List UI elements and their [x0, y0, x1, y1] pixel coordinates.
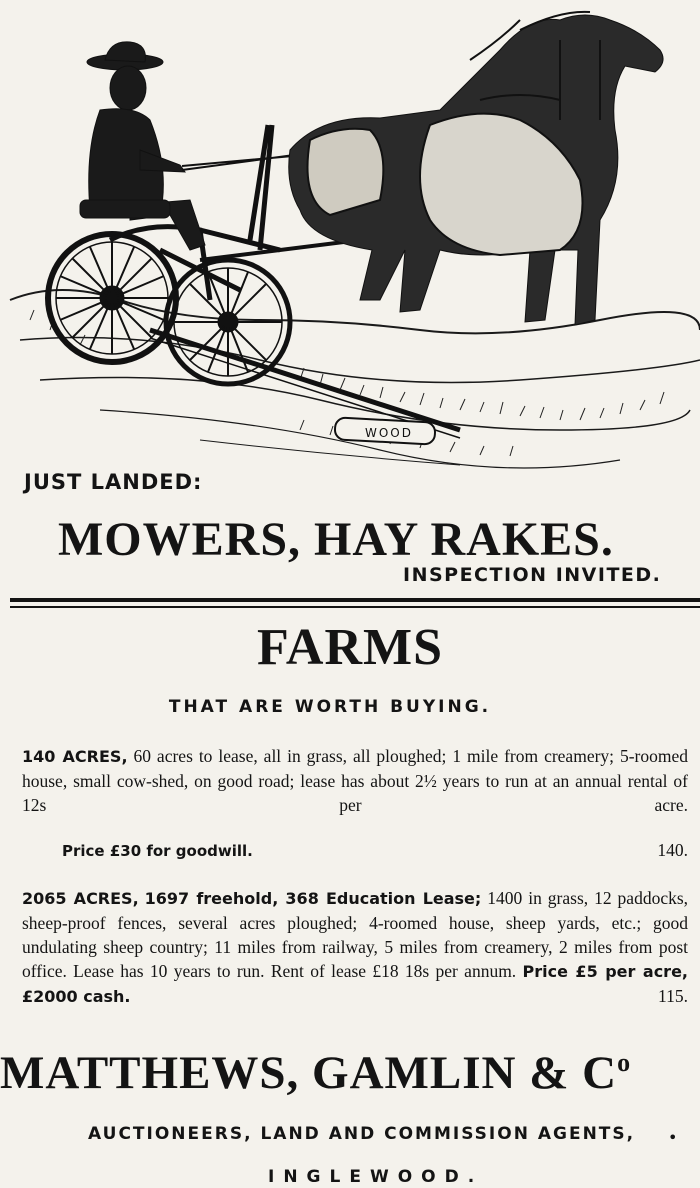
- decorative-dot: •: [668, 1128, 678, 1147]
- just-landed-kicker: JUST LANDED:: [24, 470, 203, 494]
- listing-140-price: Price £30 for goodwill.: [62, 842, 253, 860]
- mowers-headline: MOWERS, HAY RAKES.: [58, 513, 614, 566]
- listing-140-acres-size: 140 ACRES,: [22, 747, 128, 766]
- big-wheel: [48, 234, 176, 362]
- farms-title: FARMS: [256, 619, 443, 676]
- listing-140-acres-text: 60 acres to lease, all in grass, all ploughed; 1 mile from creamery; 5-roomed house, small cow-shed, on good road; lease has about 2½ years to run at an annual rental of 12s per acre.: [22, 746, 689, 815]
- firm-town: INGLEWOOD.: [268, 1167, 484, 1187]
- firm-description: AUCTIONEERS, LAND AND COMMISSION AGENTS,: [88, 1124, 636, 1144]
- listing-140-price-line: [62, 840, 688, 861]
- listing-140-ref: 140.: [657, 840, 688, 860]
- section-divider-thin: [10, 606, 700, 608]
- mower-plate-label: WOOD: [365, 426, 413, 440]
- section-divider-thick: [10, 598, 700, 602]
- listing-2065-acres: [22, 886, 688, 1009]
- inspection-tagline: INSPECTION INVITED.: [403, 564, 662, 586]
- horses: [289, 12, 663, 325]
- mower-illustration: [0, 0, 700, 475]
- listing-2065-acres-tenure: 1697 freehold, 368 Education Lease;: [144, 889, 482, 908]
- firm-name-text: MATTHEWS, GAMLIN & C: [0, 1047, 618, 1099]
- listing-2065-acres-size: 2065 ACRES,: [22, 889, 139, 908]
- listing-2065-acres-text: 1400 in grass, 12 paddocks, sheep-proof fences, several acres ploughed; 4-roomed house, sheep yards, etc.; good undulating sheep country; 11 miles from railway, 5 miles from creamery, 2 miles from post office. Lease has 10 years to run. Rent of lease £18 18s per annum.: [22, 888, 689, 981]
- listing-2065-price: Price £5 per acre, £2000 cash.: [22, 962, 688, 1006]
- firm-name-superscript: o: [617, 1048, 632, 1077]
- listing-140-acres: [22, 744, 688, 817]
- farms-subtitle: THAT ARE WORTH BUYING.: [168, 697, 492, 717]
- farmer: [80, 42, 205, 250]
- small-wheel: [166, 260, 290, 384]
- listing-2065-ref: 115.: [658, 986, 688, 1006]
- firm-name: [0, 1046, 631, 1100]
